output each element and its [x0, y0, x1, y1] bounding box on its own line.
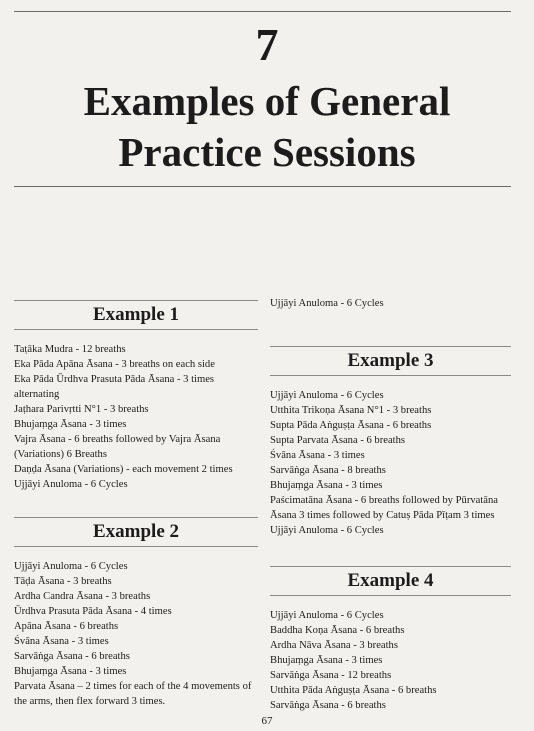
example-2-list: [14, 559, 258, 709]
title-bottom-rule: [14, 186, 511, 187]
list-item: Sarvāṅga Āsana - 6 breaths: [270, 700, 386, 711]
list-item: Supta Pāda Aṅguṣṭa Āsana - 6 breaths: [270, 420, 432, 431]
list-item: Ujjāyi Anuloma - 6 Cycles: [14, 479, 128, 490]
list-item: Apāna Āsana - 6 breaths: [14, 621, 119, 632]
chapter-title-line-1: Examples of General: [83, 78, 451, 124]
list-item: Sarvāṅga Āsana - 6 breaths: [14, 651, 130, 662]
list-item: Baddha Koṇa Āsana - 6 breaths: [270, 625, 405, 636]
example-4-list: [270, 608, 511, 713]
list-item: Sarvāṅga Āsana - 12 breaths: [270, 670, 392, 681]
example-4-section: [270, 566, 511, 713]
chapter-title: [0, 76, 534, 178]
list-item: Ardha Candra Āsana - 3 breaths: [14, 591, 151, 602]
example-1-section: [14, 300, 258, 492]
example-2-heading: Example 2: [14, 517, 258, 547]
example-1-list: [14, 342, 258, 492]
list-item: Ūrdhva Prasuta Pāda Āsana - 4 times: [14, 606, 172, 617]
list-item: Ujjāyi Anuloma - 6 Cycles: [270, 525, 384, 536]
list-item: Supta Parvata Āsana - 6 breaths: [270, 435, 406, 446]
example-3-section: [270, 346, 511, 538]
example-3-list: [270, 388, 511, 538]
list-item: Utthita Pāda Aṅguṣṭa Āsana - 6 breaths: [270, 685, 437, 696]
carryover-line: Ujjāyi Anuloma - 6 Cycles: [270, 298, 384, 309]
list-item: Ardha Nāva Āsana - 3 breaths: [270, 640, 398, 651]
example-1-heading: Example 1: [14, 300, 258, 330]
list-item: Parvata Āsana – 2 times for each of the 4 movements of the arms, then flex forward 3 times.: [14, 681, 252, 707]
page-number: 67: [261, 715, 273, 727]
chapter-title-line-2: Practice Sessions: [118, 129, 416, 175]
list-item: Paścimatāna Āsana - 6 breaths followed by Pūrvatāna Āsana 3 times followed by Catuṣ Pāda Pīṭam 3 times: [270, 495, 498, 521]
list-item: Utthita Trikoṇa Āsana N°1 - 3 breaths: [270, 405, 432, 416]
list-item: Śvāna Āsana - 3 times: [14, 636, 109, 647]
list-item: Eka Pāda Apāna Āsana - 3 breaths on each side: [14, 359, 215, 370]
list-item: Jaṭhara Parivṛtti N°1 - 3 breaths: [14, 404, 149, 415]
list-item: Ujjāyi Anuloma - 6 Cycles: [14, 561, 128, 572]
list-item: Bhujaṃga Āsana - 3 times: [270, 655, 383, 666]
example-2-section: [14, 517, 258, 709]
list-item: Ujjāyi Anuloma - 6 Cycles: [270, 610, 384, 621]
list-item: Bhujaṃga Āsana - 3 times: [14, 666, 127, 677]
list-item: Sarvāṅga Āsana - 8 breaths: [270, 465, 386, 476]
list-item: Śvāna Āsana - 3 times: [270, 450, 365, 461]
list-item: Taṭāka Mudra - 12 breaths: [14, 344, 126, 355]
list-item: Tāḍa Āsana - 3 breaths: [14, 576, 112, 587]
list-item: Bhujaṃga Āsana - 3 times: [14, 419, 127, 430]
list-item: Daṇḍa Āsana (Variations) - each movement 2 times: [14, 464, 233, 475]
list-item: Bhujaṃga Āsana - 3 times: [270, 480, 383, 491]
example-4-heading: Example 4: [270, 566, 511, 596]
chapter-number: 7: [255, 19, 279, 70]
list-item: Vajra Āsana - 6 breaths followed by Vajra Āsana (Variations) 6 Breaths: [14, 434, 221, 460]
example-3-heading: Example 3: [270, 346, 511, 376]
top-rule: [14, 11, 511, 12]
list-item: Eka Pāda Ūrdhva Prasuta Pāda Āsana - 3 times alternating: [14, 374, 215, 400]
list-item: Ujjāyi Anuloma - 6 Cycles: [270, 390, 384, 401]
